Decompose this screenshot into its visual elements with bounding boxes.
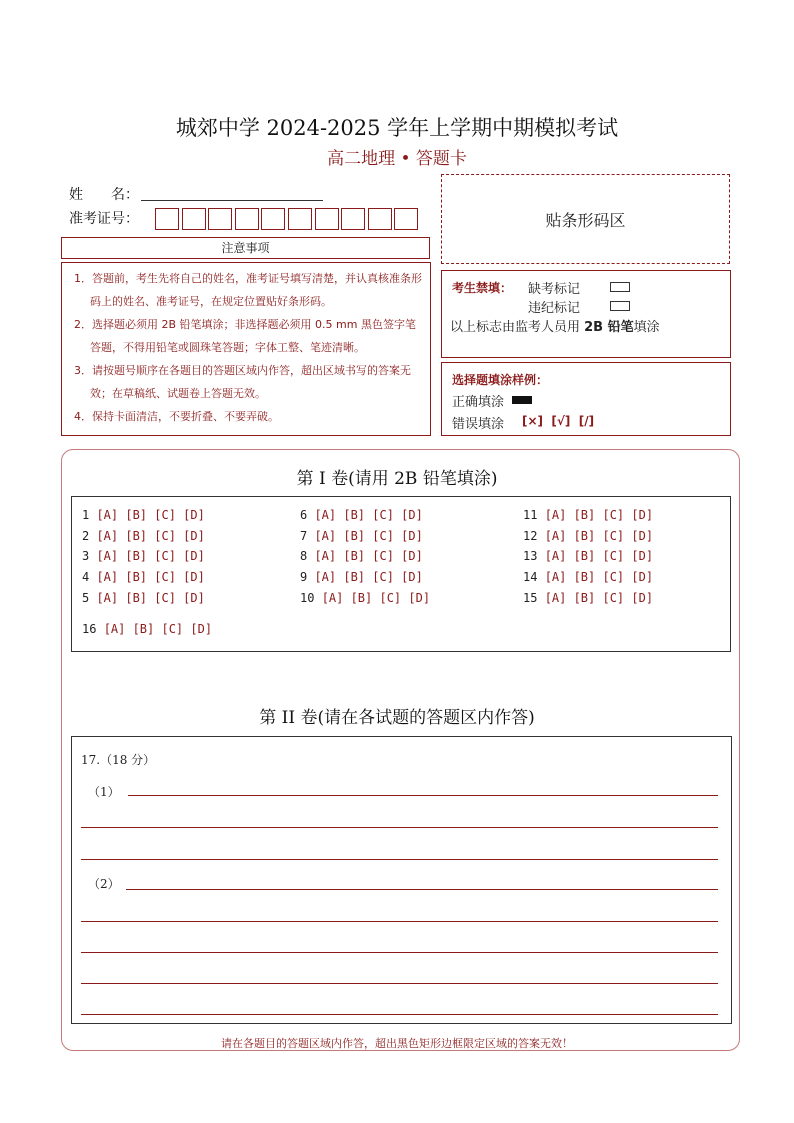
answer-options[interactable]: [A] [B] [C] [D] bbox=[321, 591, 431, 605]
wrong-fill-label: 错误填涂 bbox=[452, 417, 505, 432]
answer-options[interactable]: [A] [B] [C] [D] bbox=[544, 529, 654, 543]
answer-options[interactable]: [A] [B] [C] [D] bbox=[544, 570, 654, 584]
question-number: 6 bbox=[300, 508, 315, 522]
card-subtitle: 高二地理 • 答题卡 bbox=[327, 149, 467, 169]
answer-options[interactable]: [A] [B] [C] [D] bbox=[314, 570, 423, 584]
question-number: 15 bbox=[523, 591, 545, 605]
exam-id-digit-box[interactable] bbox=[261, 208, 285, 230]
part1-title: 第 I 卷(请用 2B 铅笔填涂) bbox=[296, 469, 498, 489]
answer-options[interactable]: [A] [B] [C] [D] bbox=[96, 529, 205, 543]
mc-question-7[interactable] bbox=[300, 529, 423, 543]
mc-question-14[interactable] bbox=[523, 570, 653, 584]
notice-body bbox=[61, 262, 431, 436]
exam-id-digit-box[interactable] bbox=[208, 208, 232, 230]
fill-sample-box bbox=[441, 362, 731, 436]
answer-options[interactable]: [A] [B] [C] [D] bbox=[314, 549, 423, 563]
answer-options[interactable]: [A] [B] [C] [D] bbox=[544, 591, 654, 605]
mc-question-11[interactable] bbox=[523, 508, 653, 522]
answer-options[interactable]: [A] [B] [C] [D] bbox=[544, 508, 654, 522]
q17-label: 17.（18 分） bbox=[81, 753, 156, 767]
answer-line[interactable] bbox=[81, 827, 718, 828]
mc-question-15[interactable] bbox=[523, 591, 653, 605]
absent-mark-label: 缺考标记 bbox=[528, 282, 581, 297]
exam-id-digit-box[interactable] bbox=[315, 208, 339, 230]
mc-question-5[interactable] bbox=[82, 591, 205, 605]
question-number: 11 bbox=[523, 508, 545, 522]
violation-mark-label: 违纪标记 bbox=[528, 301, 581, 316]
answer-options[interactable]: [A] [B] [C] [D] bbox=[103, 622, 213, 636]
question-number: 4 bbox=[82, 570, 97, 584]
mc-question-13[interactable] bbox=[523, 549, 653, 563]
correct-fill-mark bbox=[512, 396, 532, 404]
question-number: 12 bbox=[523, 529, 545, 543]
answer-line[interactable] bbox=[81, 859, 718, 860]
forbidden-note: 以上标志由监考人员用 2B 铅笔填涂 bbox=[450, 320, 660, 335]
notice-item: 1．答题前，考生先将自己的姓名，准考证号填写清楚，并认真核准条形码上的姓名、准考证号，在规定位置贴好条形码。 bbox=[74, 272, 422, 308]
exam-title: 城郊中学 2024-2025 学年上学期中期模拟考试 bbox=[175, 116, 619, 140]
sub1-label: （1） bbox=[88, 785, 120, 799]
notice-heading: 注意事项 bbox=[61, 237, 430, 259]
part2-title: 第 II 卷(请在各试题的答题区内作答) bbox=[259, 708, 535, 728]
mc-question-3[interactable] bbox=[82, 549, 205, 563]
multiple-choice-box bbox=[71, 496, 731, 652]
exam-id-digit-box[interactable] bbox=[235, 208, 259, 230]
violation-mark-box[interactable] bbox=[610, 301, 630, 311]
mc-question-1[interactable] bbox=[82, 508, 205, 522]
mc-question-16[interactable] bbox=[82, 622, 212, 636]
answer-options[interactable]: [A] [B] [C] [D] bbox=[544, 549, 654, 563]
answer-line[interactable] bbox=[81, 921, 718, 922]
answer-line[interactable] bbox=[81, 952, 718, 953]
answer-options[interactable]: [A] [B] [C] [D] bbox=[314, 529, 423, 543]
answer-options[interactable]: [A] [B] [C] [D] bbox=[96, 570, 205, 584]
barcode-area bbox=[441, 174, 730, 264]
name-field[interactable] bbox=[141, 200, 323, 201]
notice-item: 4．保持卡面清洁，不要折叠、不要弄破。 bbox=[74, 410, 279, 423]
exam-id-digit-box[interactable] bbox=[368, 208, 392, 230]
mc-question-9[interactable] bbox=[300, 570, 423, 584]
notice-item: 2．选择题必须用 2B 铅笔填涂；非选择题必须用 0.5 mm 黑色签字笔答题，不得用铅笔或圆珠笔答题；字体工整、笔迹清晰。 bbox=[74, 318, 416, 354]
exam-id-digit-box[interactable] bbox=[288, 208, 312, 230]
question-number: 5 bbox=[82, 591, 97, 605]
question-number: 9 bbox=[300, 570, 315, 584]
answer-options[interactable]: [A] [B] [C] [D] bbox=[96, 549, 205, 563]
answer-line[interactable] bbox=[81, 1014, 718, 1015]
answer-options[interactable]: [A] [B] [C] [D] bbox=[314, 508, 423, 522]
examinee-forbidden-box bbox=[441, 270, 731, 358]
answer-line[interactable] bbox=[128, 795, 718, 796]
question-number: 14 bbox=[523, 570, 545, 584]
wrong-fill-marks: [×] [√] [/] bbox=[522, 414, 595, 428]
forbidden-label: 考生禁填： bbox=[452, 281, 513, 295]
exam-id-digit-box[interactable] bbox=[394, 208, 418, 230]
mc-question-4[interactable] bbox=[82, 570, 205, 584]
mc-question-6[interactable] bbox=[300, 508, 423, 522]
answer-options[interactable]: [A] [B] [C] [D] bbox=[96, 591, 205, 605]
notice-item: 3．请按题号顺序在各题目的答题区域内作答，超出区域书写的答案无效；在草稿纸、试题卷上答题无效。 bbox=[74, 364, 411, 400]
q17-answer-box bbox=[71, 736, 732, 1024]
exam-id-digit-box[interactable] bbox=[155, 208, 179, 230]
absent-mark-box[interactable] bbox=[610, 282, 630, 292]
answer-line[interactable] bbox=[81, 983, 718, 984]
question-number: 1 bbox=[82, 508, 97, 522]
answer-line[interactable] bbox=[126, 889, 718, 890]
question-number: 10 bbox=[300, 591, 322, 605]
mc-question-8[interactable] bbox=[300, 549, 423, 563]
exam-id-boxes bbox=[155, 208, 421, 230]
footer-warning: 请在各题目的答题区域内作答，超出黑色矩形边框限定区域的答案无效！ bbox=[221, 1037, 573, 1050]
barcode-label: 贴条形码区 bbox=[545, 210, 626, 230]
mc-question-12[interactable] bbox=[523, 529, 653, 543]
correct-fill-label: 正确填涂 bbox=[452, 395, 505, 410]
question-number: 8 bbox=[300, 549, 315, 563]
question-number: 7 bbox=[300, 529, 315, 543]
answer-options[interactable]: [A] [B] [C] [D] bbox=[96, 508, 205, 522]
mc-question-10[interactable] bbox=[300, 591, 430, 605]
question-number: 16 bbox=[82, 622, 104, 636]
sample-label: 选择题填涂样例： bbox=[452, 373, 549, 387]
exam-id-digit-box[interactable] bbox=[182, 208, 206, 230]
question-number: 13 bbox=[523, 549, 545, 563]
exam-id-digit-box[interactable] bbox=[341, 208, 365, 230]
mc-question-2[interactable] bbox=[82, 529, 205, 543]
question-number: 2 bbox=[82, 529, 97, 543]
sub2-label: （2） bbox=[88, 877, 120, 891]
id-label: 准考证号： bbox=[69, 211, 139, 227]
name-label: 姓 名： bbox=[69, 187, 139, 203]
question-number: 3 bbox=[82, 549, 97, 563]
